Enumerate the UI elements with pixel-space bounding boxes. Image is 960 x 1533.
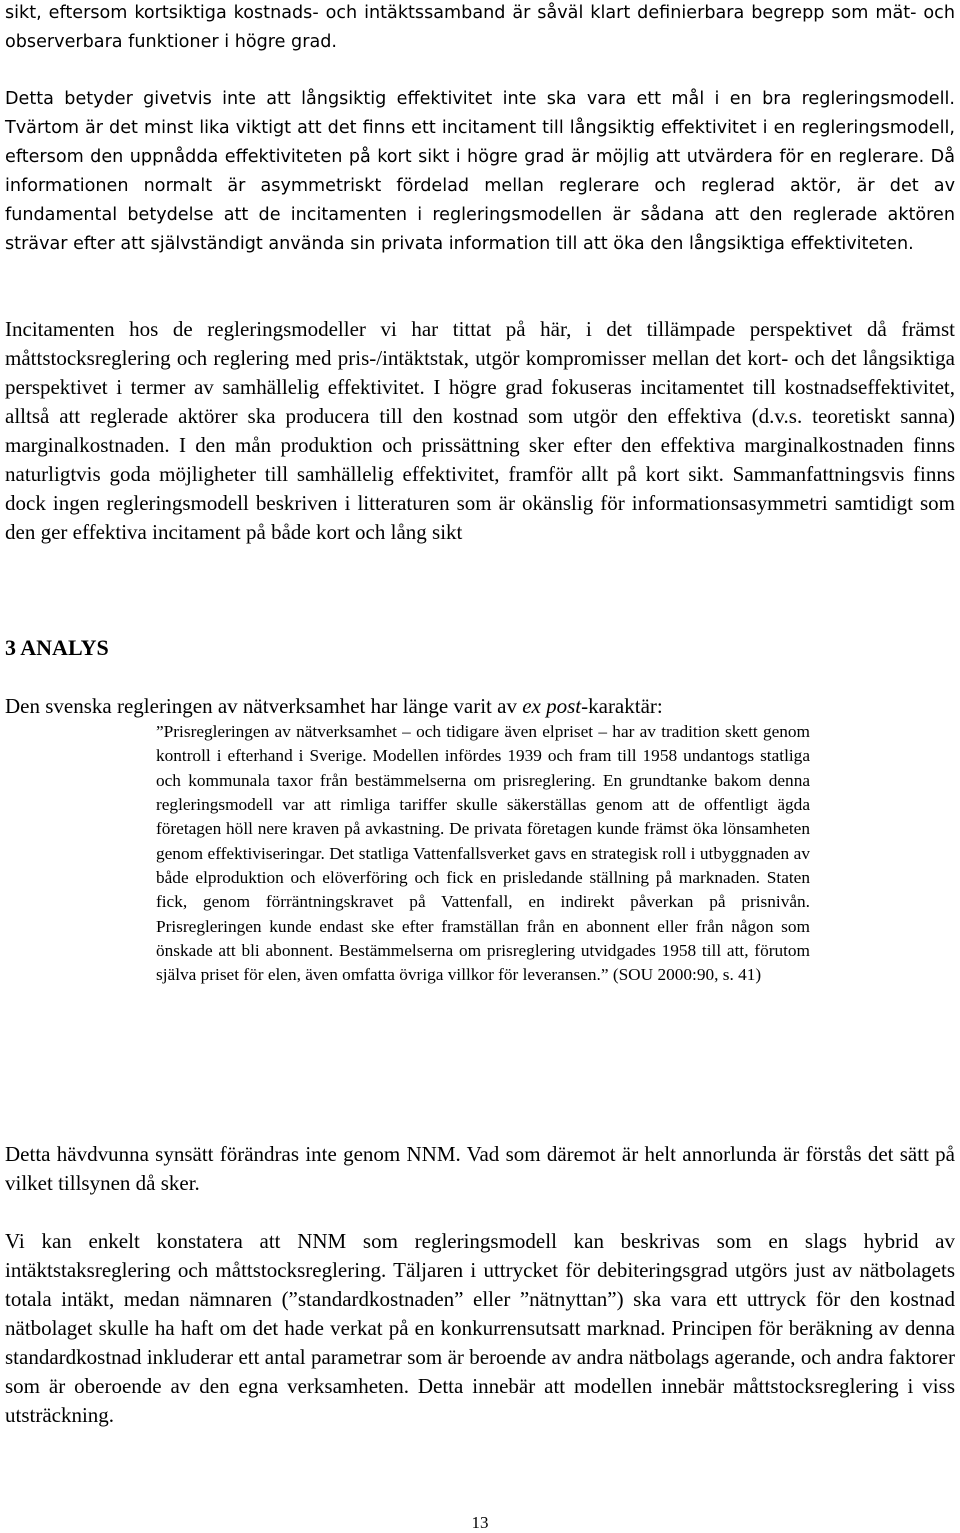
intro-text-italic: ex post (522, 694, 582, 718)
page-number: 13 (471, 1513, 489, 1532)
paragraph-5: Detta hävdvunna synsätt förändras inte genom NNM. Vad som däremot är helt annorlunda är förstås det sätt på vilket tillsynen då sker. (5, 1142, 955, 1195)
intro-text-before: Den svenska regleringen av nätverksamhet har länge varit av (5, 694, 523, 718)
paragraph-2: Detta betyder givetvis inte att långsiktig effektivitet inte ska vara ett mål i en bra regleringsmodell. Tvärtom är det minst lika viktigt att det finns ett incitament till långsiktig effektivitet i en regleringsmodell, eftersom den uppnådda effektiviteten på kort sikt i högre grad är möjlig att utvärdera för en reglerare. Då informationen normalt är asymmetriskt fördelad mellan reglerare och reglerad aktör, är det av fundamental betydelse att de incitamenten i regleringsmodellen är sådana att den reglerade aktören strävar efter att självständigt använda sin privata information till att öka den långsiktiga effektiviteten. (5, 89, 955, 254)
block-quote: ”Prisregleringen av nätverksamhet – och tidigare även elpriset – har av tradition skett genom kontroll i efterhand i Sverige. Modellen infördes 1939 och fram till 1958 undantogs statliga och kommunala taxor från bestämmelserna om prisreglering. En grundtanke bakom denna regleringsmodell var att rimliga tariffer skulle säkerställas genom att de offentligt ägda företagen höll nere kraven på avkastning. De privata företagen kunde främst öka lönsamheten genom effektiviseringar. Det statliga Vattenfallsverket gavs en strategisk roll i utbyggnaden av både elproduktion och elöverföring och fick en prisledande ställning på marknaden. Staten fick, genom förräntningskravet på Vattenfall, en indirekt påverkan på prisnivån. Prisregleringen kunde endast ske efter framställan från en abonnent eller från någon som önskade att bli abonnent. Bestämmelserna om prisreglering utvidgades 1958 till att, förutom själva priset för elen, även omfatta övriga villkor för leveransen.” (SOU 2000:90, s. 41) (156, 722, 810, 985)
intro-text-after: -karaktär: (581, 694, 663, 718)
intro-paragraph (5, 692, 955, 721)
paragraph-1: sikt, eftersom kortsiktiga kostnads- och intäktssamband är såväl klart definierbara begrepp som mät- och observerbara funktioner i högre grad. (5, 3, 955, 52)
paragraph-3: Incitamenten hos de regleringsmodeller vi har tittat på här, i det tillämpade perspektivet då främst måttstocksreglering och reglering med pris-/intäktstak, utgör kompromisser mellan det kort- och det långsiktiga perspektivet i termer av samhällelig effektivitet. I högre grad fokuseras incitamentet till kostnadseffektivitet, alltså att reglerade aktörer ska producera till den kostnad som utgör den effektiva (d.v.s. teoretiskt sanna) marginalkostnaden. I den mån produktion och prissättning sker efter den effektiva marginalkostnaden finns naturligtvis goda möjligheter till samhällelig effektivitet, framför allt på kort sikt. Sammanfattningsvis finns dock ingen regleringsmodell beskriven i litteraturen som är okänslig för informationsasymmetri samtidigt som den ger effektiva incitament på både kort och lång sikt (5, 317, 955, 544)
section-heading: 3 ANALYS (5, 635, 109, 660)
paragraph-6: Vi kan enkelt konstatera att NNM som regleringsmodell kan beskrivas som en slags hybrid av intäktstaksreglering och måttstocksreglering. Täljaren i uttrycket för debiteringsgrad utgörs just av nätbolagets totala intäkt, medan nämnaren (”standardkostnaden” eller ”nätnyttan”) ska vara ett uttryck för den kostnad nätbolaget skulle ha haft om det hade verkat på en konkurrensutsatt marknad. Principen för beräkning av denna standardkostnad inkluderar ett antal parametrar som är beroende av andra nätbolags agerande, och andra faktorer som är oberoende av den egna verksamheten. Detta innebär att modellen innebär måttstocksreglering i viss utsträckning. (5, 1229, 955, 1427)
